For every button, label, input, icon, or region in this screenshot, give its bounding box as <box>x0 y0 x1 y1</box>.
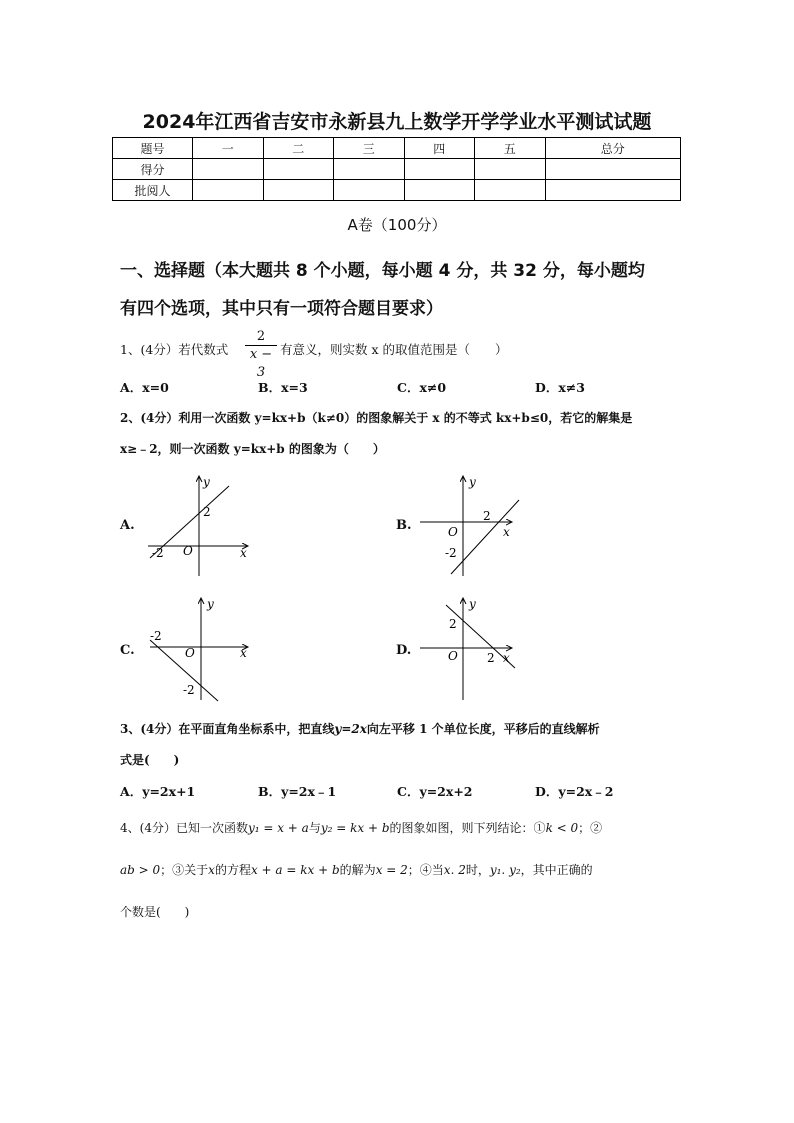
q4-x: x <box>208 863 215 877</box>
q4-line1b: 的图象如图，则下列结论：① <box>389 821 546 835</box>
page-title: 2024年江西省吉安市永新县九上数学开学学业水平测试试题 <box>142 111 652 133</box>
graph-d-origin: O <box>448 649 458 663</box>
q2-option-c-label[interactable]: C. <box>120 643 135 658</box>
q3-prefix: 3、(4分）在平面直角坐标系中，把直线 <box>120 722 335 736</box>
graph-c <box>150 597 248 701</box>
q2-option-b-label[interactable]: B. <box>396 518 412 533</box>
q4-line2a: ab > 0 <box>120 863 161 877</box>
graph-a-x-label: x <box>240 546 247 560</box>
graph-a-mark-2: 2 <box>203 505 211 519</box>
table-cell: 三 <box>334 138 405 159</box>
q4-y2: y₂ = kx + b <box>320 821 390 835</box>
q1-option-a[interactable]: A．x=0 <box>120 380 169 395</box>
q4-line2f: 时， <box>465 863 490 877</box>
q2-line1: 2、(4分）利用一次函数 y=kx+b（k≠0）的图象解关于 x 的不等式 kx+b≤0，若它的解集是 <box>120 411 633 425</box>
graph-b-mark-2: 2 <box>483 509 491 523</box>
graph-d-x-label: x <box>503 651 510 665</box>
q3-suffix: 向左平移 1 个单位长度，平移后的直线解析 <box>366 722 600 736</box>
graph-b-x-label: x <box>503 525 510 539</box>
graph-b-y-label: y <box>469 475 476 489</box>
q4-mid: 与 <box>308 821 321 835</box>
q2-option-d-label[interactable]: D. <box>396 643 412 658</box>
graph-d-y-label: y <box>469 597 476 611</box>
q1-prefix: 1、(4分）若代数式 <box>120 342 229 357</box>
q2-line2: x≥﹣2，则一次函数 y=kx+b 的图象为（ ） <box>120 442 385 456</box>
q3-expr: y=2x <box>334 722 367 736</box>
q2-option-a-label[interactable]: A. <box>120 518 135 533</box>
q1-frac-den: x − 3 <box>249 347 273 380</box>
q4-line2b: ；③关于 <box>160 863 209 877</box>
q1-suffix: 有意义，则实数 x 的取值范围是（ ） <box>280 342 508 357</box>
q4-c1: k < 0 <box>545 821 579 835</box>
graph-a-mark-neg2: -2 <box>152 546 164 560</box>
q4-line1c: ；② <box>578 821 603 835</box>
q4-line3: 个数是( ) <box>120 905 190 919</box>
q4-line2g: ，其中正确的 <box>520 863 593 877</box>
table-cell: 五 <box>475 138 546 159</box>
graph-c-x-label: x <box>240 646 247 660</box>
q1-option-d[interactable]: D．x≠3 <box>535 380 585 395</box>
table-cell: 总分 <box>545 138 681 159</box>
graph-b-origin: O <box>448 525 458 539</box>
table-cell: 四 <box>404 138 475 159</box>
graph-c-y-label: y <box>207 597 214 611</box>
q4-line2e: ；④当 <box>407 863 444 877</box>
q4-eq: x + a = kx + b <box>250 863 340 877</box>
q4-line2c: 的方程 <box>214 863 251 877</box>
q4-sol: x = 2 <box>375 863 408 877</box>
graph-d <box>420 597 515 700</box>
q4-line1a: 4、(4分）已知一次函数 <box>120 821 248 835</box>
q3-option-b[interactable]: B．y=2x﹣1 <box>258 784 337 799</box>
table-cell: 一 <box>193 138 264 159</box>
q1-option-c[interactable]: C．x≠0 <box>397 380 447 395</box>
q1-option-b[interactable]: B．x=3 <box>258 380 308 395</box>
q4-line1 <box>120 819 602 836</box>
graph-b-mark-neg2: -2 <box>445 546 457 560</box>
graph-a-y-label: y <box>203 475 210 489</box>
q3-option-c[interactable]: C．y=2x+2 <box>397 784 473 799</box>
graph-c-origin: O <box>185 646 195 660</box>
graph-c-mark-neg2-x: -2 <box>150 629 162 643</box>
graph-a <box>148 475 248 576</box>
q4-cond: x. 2 <box>443 863 466 877</box>
graph-a-origin: O <box>183 544 193 558</box>
q3-option-a[interactable]: A．y=2x+1 <box>120 784 196 799</box>
q4-line2d: 的解为 <box>339 863 376 877</box>
q4-ys: y₁. y₂ <box>489 863 521 877</box>
table-cell: 题号 <box>113 138 193 159</box>
q3-option-d[interactable]: D．y=2x﹣2 <box>535 784 614 799</box>
table-cell: 得分 <box>113 159 193 180</box>
section-heading-a: A卷（100分） <box>347 216 447 234</box>
q1-frac-num: 2 <box>256 329 266 344</box>
q3-line1 <box>120 720 600 737</box>
graph-c-mark-neg2-y: -2 <box>183 683 195 697</box>
section1-line2: 有四个选项，其中只有一项符合题目要求） <box>120 299 443 319</box>
q3-line2: 式是( ) <box>120 753 180 767</box>
section1-line1: 一、选择题（本大题共 8 个小题，每小题 4 分，共 32 分，每小题均 <box>120 261 645 281</box>
table-cell: 批阅人 <box>113 180 193 201</box>
q4-line2 <box>120 861 593 878</box>
graph-d-mark-2-y: 2 <box>449 617 457 631</box>
graph-d-mark-2-x: 2 <box>487 651 495 665</box>
q4-y1: y₁ = x + a <box>247 821 309 835</box>
table-cell: 二 <box>263 138 334 159</box>
graph-b <box>420 475 519 576</box>
